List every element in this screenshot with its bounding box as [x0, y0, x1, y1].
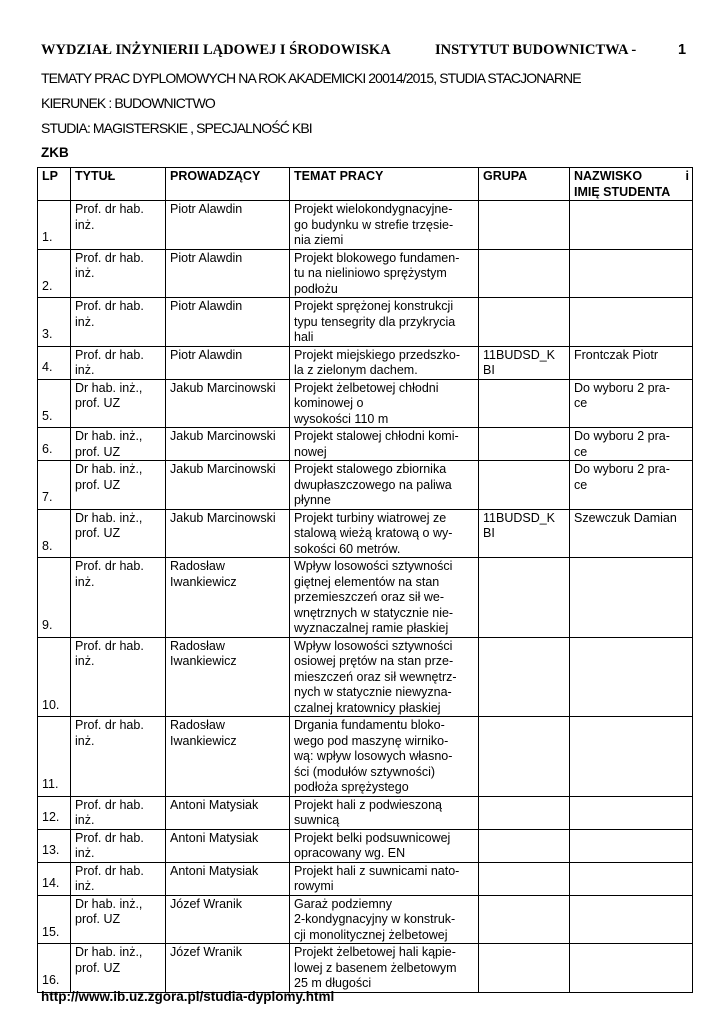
cell-group: [479, 558, 570, 638]
cell-topic-line: Wpływ losowości sztywności: [294, 559, 453, 573]
cell-topic: [290, 895, 479, 944]
table-row: [38, 346, 693, 379]
cell-topic-line: wnętrznych w statycznie nie-: [294, 605, 454, 620]
cell-group-line: BI: [483, 363, 495, 377]
cell-student-line: ce: [574, 396, 588, 410]
table-row: [38, 379, 693, 428]
cell-topic-line: lowej z basenem żelbetowym: [294, 960, 457, 975]
cell-title-line: Prof. dr hab.: [75, 347, 144, 362]
cell-student: [570, 509, 693, 558]
cell-supervisor: [166, 298, 290, 347]
header-title: TYTUŁ: [71, 168, 166, 201]
cell-group: [479, 346, 570, 379]
cell-supervisor-line: Radosław: [170, 718, 225, 732]
cell-student-line: Szewczuk Damian: [574, 510, 677, 525]
cell-supervisor: [166, 201, 290, 250]
cell-supervisor: [166, 379, 290, 428]
cell-title: [71, 717, 166, 797]
cell-title-line: prof. UZ: [75, 396, 121, 410]
cell-topic-line: Projekt hali z suwnicami nato-: [294, 863, 460, 878]
cell-title-line: Prof. dr hab.: [75, 718, 144, 732]
cell-title-line: inż.: [75, 813, 95, 827]
cell-topic-line: Projekt belki podsuwnicowej: [294, 830, 451, 845]
cell-topic-line: Wpływ losowości sztywności: [294, 638, 453, 653]
cell-lp: 7.: [38, 461, 71, 510]
header-student-firstname: IMIĘ STUDENTA: [574, 184, 671, 199]
cell-student-line: Do wyboru 2 pra-: [574, 462, 670, 476]
cell-supervisor-line: Józef Wranik: [170, 945, 243, 959]
cell-student: [570, 862, 693, 895]
cell-group: [479, 379, 570, 428]
cell-lp: 12.: [38, 796, 71, 829]
cell-topic: [290, 717, 479, 797]
cell-lp: 14.: [38, 862, 71, 895]
cell-supervisor: [166, 637, 290, 717]
cell-supervisor-line: Iwankiewicz: [170, 654, 237, 668]
table-row: [38, 717, 693, 797]
cell-group-line: 11BUDSD_K: [483, 347, 556, 362]
cell-topic-line: 25 m długości: [294, 976, 372, 990]
cell-topic: [290, 428, 479, 461]
cell-lp: 3.: [38, 298, 71, 347]
cell-lp: 2.: [38, 249, 71, 298]
cell-topic: [290, 796, 479, 829]
cell-supervisor: [166, 428, 290, 461]
cell-lp: 6.: [38, 428, 71, 461]
cell-supervisor: [166, 796, 290, 829]
table-row: [38, 298, 693, 347]
cell-title-line: inż.: [75, 363, 95, 377]
cell-topic-line: nych w statycznie niewyzna-: [294, 685, 452, 699]
cell-topic: [290, 379, 479, 428]
study-level: STUDIA: MAGISTERSKIE , SPECJALNOŚĆ KBI: [41, 120, 312, 136]
cell-topic-line: płynne: [294, 493, 331, 507]
cell-title-line: prof. UZ: [75, 444, 121, 459]
thesis-topics-table: [37, 167, 693, 993]
page-number: 1: [678, 42, 687, 58]
cell-lp: 4.: [38, 346, 71, 379]
cell-title: [71, 509, 166, 558]
cell-title-line: Prof. dr hab.: [75, 797, 144, 812]
cell-supervisor-line: Józef Wranik: [170, 896, 243, 911]
cell-topic: [290, 461, 479, 510]
cell-student: [570, 796, 693, 829]
cell-title: [71, 346, 166, 379]
cell-title-line: inż.: [75, 733, 95, 748]
cell-title-line: inż.: [75, 654, 95, 668]
cell-topic-line: Projekt stalowej chłodni komi-: [294, 429, 459, 443]
cell-topic: [290, 862, 479, 895]
table-row: [38, 509, 693, 558]
cell-topic: [290, 249, 479, 298]
table-row: [38, 944, 693, 993]
table-row: [38, 201, 693, 250]
cell-topic-line: Projekt żelbetowej hali kąpie-: [294, 945, 456, 959]
cell-group: [479, 796, 570, 829]
document-header: [41, 42, 691, 60]
cell-student-line: Frontczak Piotr: [574, 347, 659, 362]
cell-title-line: Dr hab. inż.,: [75, 510, 143, 525]
cell-student: [570, 717, 693, 797]
field-of-study: KIERUNEK : BUDOWNICTWO: [41, 95, 215, 111]
cell-topic-line: la z zielonym dachem.: [294, 363, 418, 377]
cell-lp: 8.: [38, 509, 71, 558]
table-row: [38, 249, 693, 298]
cell-topic-line: wyznaczalnej ramie płaskiej: [294, 621, 449, 635]
cell-title-line: Dr hab. inż.,: [75, 380, 143, 395]
cell-topic-line: suwnicą: [294, 813, 340, 827]
table-row: [38, 796, 693, 829]
cell-group: [479, 829, 570, 862]
cell-topic: [290, 944, 479, 993]
cell-supervisor-line: Radosław: [170, 638, 225, 653]
cell-topic: [290, 346, 479, 379]
cell-lp: 13.: [38, 829, 71, 862]
cell-title-line: Dr hab. inż.,: [75, 896, 143, 911]
cell-student: [570, 944, 693, 993]
cell-title: [71, 895, 166, 944]
footer-url: http://www.ib.uz.zgora.pl/studia-dyplomy.html: [41, 989, 335, 1004]
cell-topic-line: go budynku w strefie trzęsie-: [294, 217, 454, 232]
cell-title: [71, 298, 166, 347]
cell-title-line: inż.: [75, 574, 95, 589]
table-row: [38, 637, 693, 717]
cell-topic-line: podłoża sprężystego: [294, 780, 409, 794]
cell-student-line: ce: [574, 477, 588, 492]
cell-topic-line: wego pod maszynę wirniko-: [294, 733, 449, 748]
header-student-and: i: [685, 169, 689, 183]
cell-supervisor: [166, 509, 290, 558]
cell-topic-line: Projekt turbiny wiatrowej ze: [294, 510, 447, 525]
cell-group: [479, 201, 570, 250]
cell-title-line: Prof. dr hab.: [75, 559, 144, 573]
header-topic: TEMAT PRACY: [290, 168, 479, 201]
cell-title: [71, 428, 166, 461]
cell-group: [479, 944, 570, 993]
cell-student: [570, 895, 693, 944]
cell-group: [479, 509, 570, 558]
cell-lp: 10.: [38, 637, 71, 717]
cell-title: [71, 558, 166, 638]
cell-title-line: Prof. dr hab.: [75, 202, 144, 216]
cell-supervisor-line: Piotr Alawdin: [170, 202, 243, 216]
cell-supervisor-line: Iwankiewicz: [170, 733, 237, 748]
cell-title-line: inż.: [75, 217, 95, 232]
cell-group: [479, 428, 570, 461]
cell-topic: [290, 558, 479, 638]
institute-name: INSTYTUT BUDOWNICTWA -: [435, 42, 637, 58]
cell-group: [479, 637, 570, 717]
cell-topic-line: Garaż podziemny: [294, 896, 392, 911]
header-supervisor: PROWADZĄCY: [166, 168, 290, 201]
cell-student: [570, 346, 693, 379]
cell-student-line: Do wyboru 2 pra-: [574, 380, 670, 395]
cell-topic-line: opracowany wg. EN: [294, 846, 406, 860]
cell-topic-line: ści (modułów sztywności): [294, 764, 436, 779]
cell-topic-line: Projekt hali z podwieszoną: [294, 797, 442, 812]
cell-topic-line: Projekt blokowego fundamen-: [294, 250, 460, 265]
header-student: [570, 168, 693, 201]
cell-title-line: inż.: [75, 314, 95, 329]
cell-supervisor: [166, 346, 290, 379]
cell-supervisor: [166, 895, 290, 944]
cell-topic-line: Projekt żelbetowej chłodni: [294, 380, 439, 395]
cell-group: [479, 895, 570, 944]
cell-student: [570, 249, 693, 298]
cell-lp: 5.: [38, 379, 71, 428]
cell-group: [479, 298, 570, 347]
cell-title-line: inż.: [75, 846, 95, 860]
cell-supervisor: [166, 717, 290, 797]
table-row: [38, 428, 693, 461]
cell-student: [570, 461, 693, 510]
table-row: [38, 829, 693, 862]
cell-group-line: 11BUDSD_K: [483, 510, 556, 525]
cell-student-line: ce: [574, 444, 588, 459]
cell-supervisor: [166, 862, 290, 895]
cell-group: [479, 862, 570, 895]
cell-topic-line: podłożu: [294, 281, 338, 296]
cell-student: [570, 298, 693, 347]
cell-title-line: Dr hab. inż.,: [75, 945, 143, 959]
cell-student: [570, 201, 693, 250]
cell-topic-line: kominowej o: [294, 396, 364, 410]
cell-topic-line: mieszczeń oraz sił wewnętrz-: [294, 669, 457, 684]
cell-topic-line: Projekt sprężonej konstrukcji: [294, 299, 454, 313]
cell-title: [71, 862, 166, 895]
cell-title: [71, 796, 166, 829]
cell-group: [479, 717, 570, 797]
cell-lp: 15.: [38, 895, 71, 944]
cell-title-line: Dr hab. inż.,: [75, 429, 143, 443]
cell-supervisor-line: Piotr Alawdin: [170, 299, 243, 313]
table-header-row: [38, 168, 693, 201]
cell-lp: 16.: [38, 944, 71, 993]
cell-topic-line: Projekt wielokondygnacyjne-: [294, 202, 453, 216]
cell-supervisor: [166, 829, 290, 862]
cell-lp: 11.: [38, 717, 71, 797]
cell-topic-line: Drgania fundamentu bloko-: [294, 718, 445, 732]
cell-supervisor-line: Antoni Matysiak: [170, 863, 259, 878]
table-row: [38, 862, 693, 895]
cell-topic-line: stalową wieżą kratową o wy-: [294, 526, 453, 540]
cell-topic-line: tu na nieliniowo sprężystym: [294, 266, 447, 280]
cell-topic: [290, 637, 479, 717]
cell-title-line: Prof. dr hab.: [75, 299, 144, 313]
cell-topic-line: nowej: [294, 444, 327, 459]
cell-supervisor-line: Antoni Matysiak: [170, 797, 259, 812]
cell-title-line: prof. UZ: [75, 912, 121, 926]
cell-lp: 9.: [38, 558, 71, 638]
cell-topic-line: giętnej elementów na stan: [294, 574, 440, 589]
cell-student: [570, 428, 693, 461]
cell-topic-line: cji monolitycznej żelbetowej: [294, 927, 448, 942]
cell-title: [71, 379, 166, 428]
cell-topic: [290, 298, 479, 347]
cell-supervisor-line: Piotr Alawdin: [170, 250, 243, 265]
cell-student: [570, 558, 693, 638]
cell-supervisor-line: Radosław: [170, 559, 225, 573]
cell-title: [71, 461, 166, 510]
cell-title-line: Prof. dr hab.: [75, 830, 144, 845]
cell-title-line: prof. UZ: [75, 526, 121, 540]
cell-lp: 1.: [38, 201, 71, 250]
table-row: [38, 558, 693, 638]
faculty-name: WYDZIAŁ INŻYNIERII LĄDOWEJ I ŚRODOWISKA: [41, 42, 391, 58]
header-student-surname: NAZWISKO: [574, 169, 643, 183]
cell-title: [71, 249, 166, 298]
cell-title-line: prof. UZ: [75, 477, 121, 492]
cell-topic-line: wą: wpływ losowych własno-: [294, 749, 453, 763]
cell-supervisor-line: Iwankiewicz: [170, 574, 237, 589]
header-group: GRUPA: [479, 168, 570, 201]
cell-title-line: prof. UZ: [75, 960, 121, 975]
cell-group: [479, 461, 570, 510]
cell-group-line: BI: [483, 526, 495, 540]
cell-title-line: inż.: [75, 266, 95, 280]
cell-title: [71, 637, 166, 717]
cell-supervisor: [166, 944, 290, 993]
cell-topic-line: czalnej kratownicy płaskiej: [294, 700, 441, 715]
cell-topic-line: osiowej prętów na stan prze-: [294, 654, 454, 668]
cell-student: [570, 379, 693, 428]
cell-student-line: Do wyboru 2 pra-: [574, 429, 670, 443]
cell-topic-line: wysokości 110 m: [294, 411, 389, 426]
cell-supervisor-line: Jakub Marcinowski: [170, 429, 276, 443]
cell-supervisor-line: Jakub Marcinowski: [170, 380, 276, 395]
cell-topic-line: hali: [294, 330, 314, 344]
cell-title-line: Prof. dr hab.: [75, 250, 144, 265]
cell-topic: [290, 509, 479, 558]
cell-title-line: inż.: [75, 879, 95, 893]
table-row: [38, 895, 693, 944]
cell-topic-line: Projekt miejskiego przedszko-: [294, 347, 461, 362]
cell-student: [570, 829, 693, 862]
cell-supervisor: [166, 461, 290, 510]
cell-topic-line: typu tensegrity dla przykrycia: [294, 314, 456, 329]
cell-title: [71, 201, 166, 250]
cell-topic: [290, 829, 479, 862]
cell-topic-line: przemieszczeń oraz sił we-: [294, 590, 445, 604]
header-lp: LP: [38, 168, 71, 201]
cell-topic-line: nia ziemi: [294, 233, 344, 247]
cell-supervisor-line: Antoni Matysiak: [170, 830, 259, 845]
cell-topic-line: sokości 60 metrów.: [294, 541, 401, 556]
cell-supervisor: [166, 249, 290, 298]
cell-topic: [290, 201, 479, 250]
cell-topic-line: Projekt stalowego zbiornika: [294, 462, 447, 476]
document-subtitle: TEMATY PRAC DYPLOMOWYCH NA ROK AKADEMICKI 20014/2015, STUDIA STACJONARNE: [41, 70, 581, 86]
cell-supervisor: [166, 558, 290, 638]
cell-title: [71, 829, 166, 862]
cell-topic-line: 2-kondygnacyjny w konstruk-: [294, 912, 456, 926]
cell-title-line: Prof. dr hab.: [75, 638, 144, 653]
cell-supervisor-line: Jakub Marcinowski: [170, 462, 276, 476]
cell-title: [71, 944, 166, 993]
cell-topic-line: dwupłaszczowego na paliwa: [294, 477, 452, 492]
cell-supervisor-line: Piotr Alawdin: [170, 347, 243, 362]
cell-title-line: Dr hab. inż.,: [75, 462, 143, 476]
cell-group: [479, 249, 570, 298]
cell-topic-line: rowymi: [294, 879, 334, 893]
cell-title-line: Prof. dr hab.: [75, 863, 144, 878]
section-label: ZKB: [41, 145, 69, 160]
cell-student: [570, 637, 693, 717]
cell-supervisor-line: Jakub Marcinowski: [170, 510, 276, 525]
table-row: [38, 461, 693, 510]
